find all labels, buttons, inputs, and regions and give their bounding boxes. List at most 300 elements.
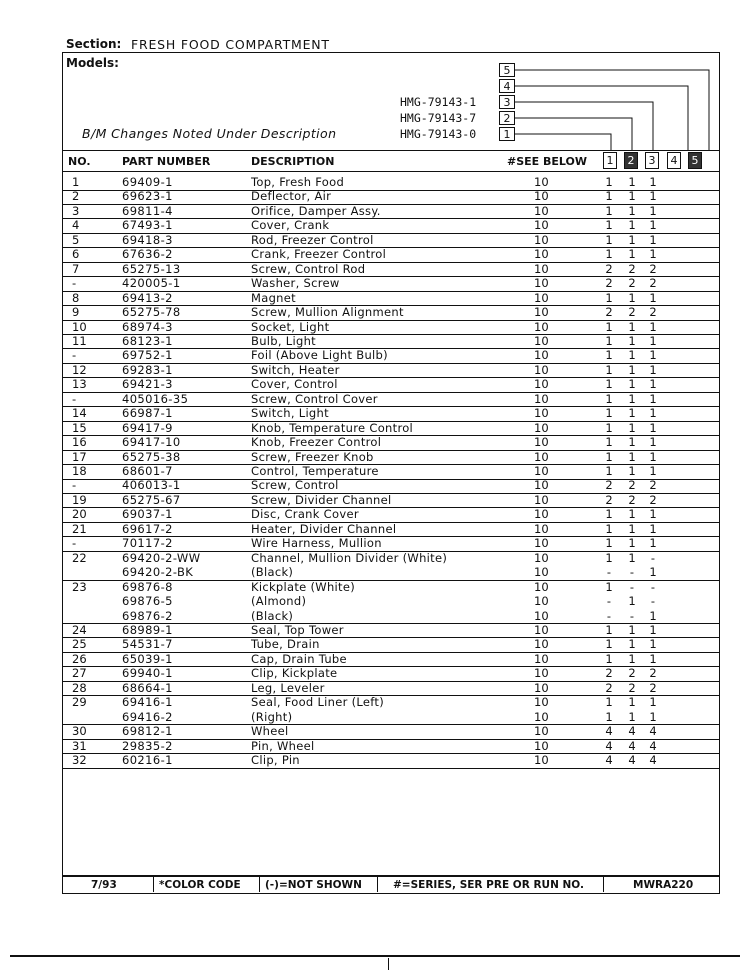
qty-model-1: 1 [605,536,613,551]
part-description: Disc, Crank Cover [251,507,359,522]
part-description: (Right) [251,709,293,724]
part-number: 69409-1 [122,175,173,189]
part-description: Wheel [251,724,289,739]
part-description: Cap, Drain Tube [251,651,347,666]
model-connector-lines [0,0,750,170]
qty-model-2: 1 [628,695,636,710]
part-description: Foil (Above Light Bulb) [251,348,388,363]
table-row [62,522,720,538]
qty-model-1: 1 [605,449,613,464]
model-name: HMG-79143-1 [400,95,477,109]
see-below-value: 10 [534,478,549,493]
part-number: 69752-1 [122,348,173,363]
column-box-1: 1 [603,152,617,169]
qty-model-3: 4 [649,753,657,767]
table-row [62,450,720,466]
qty-model-2: 1 [628,622,636,637]
part-number: 405016-35 [122,391,189,406]
qty-model-2: 1 [628,247,636,262]
qty-model-2: - [629,579,635,594]
see-below-value: 10 [534,305,549,320]
qty-model-3: 2 [649,261,657,276]
see-below-value: 10 [534,232,549,247]
qty-model-3: 1 [649,333,657,348]
header-part-number: PART NUMBER [122,155,211,168]
part-number: 69037-1 [122,507,173,522]
qty-model-1: 2 [605,680,613,695]
part-number: 65275-67 [122,492,181,507]
row-number: 1 [72,175,80,189]
table-row [62,695,720,710]
see-below-value: 10 [534,391,549,406]
part-description: Bulb, Light [251,333,316,348]
qty-model-1: - [606,565,612,580]
qty-model-1: 1 [605,709,613,724]
qty-model-3: 1 [649,521,657,536]
part-number: 68974-3 [122,319,173,334]
row-number: - [72,391,77,406]
qty-model-3: 1 [649,651,657,666]
part-description: Control, Temperature [251,464,379,478]
qty-model-3: 1 [649,608,657,623]
qty-model-1: 1 [605,622,613,637]
part-description: Clip, Kickplate [251,666,338,681]
qty-model-1: 2 [605,305,613,320]
part-number: 65039-1 [122,651,173,666]
qty-model-3: 2 [649,305,657,320]
row-number: 7 [72,261,80,276]
qty-model-1: 1 [605,247,613,262]
see-below-value: 10 [534,175,549,189]
see-below-value: 10 [534,695,549,710]
qty-model-2: 2 [628,478,636,493]
qty-model-1: 1 [605,218,613,233]
qty-model-3: 1 [649,536,657,551]
qty-model-2: 1 [628,637,636,652]
table-row [62,204,720,220]
row-number: 22 [72,550,87,565]
qty-model-3: 1 [649,435,657,450]
qty-model-2: 1 [628,348,636,363]
column-box-2: 2 [624,152,638,169]
qty-model-3: 1 [649,695,657,710]
qty-model-1: 1 [605,406,613,421]
row-number: 2 [72,189,80,204]
see-below-value: 10 [534,492,549,507]
row-number: 31 [72,738,87,753]
row-number: 11 [72,333,87,348]
qty-model-2: 1 [628,651,636,666]
table-row [62,421,720,437]
row-number: 10 [72,319,87,334]
see-below-value: 10 [534,464,549,478]
row-number: 24 [72,622,87,637]
row-number: 26 [72,651,87,666]
qty-model-1: 1 [605,189,613,204]
part-number: 406013-1 [122,478,181,493]
qty-model-1: 2 [605,276,613,291]
model-box-4: 4 [499,79,515,93]
model-box-5: 5 [499,63,515,77]
part-number: 68123-1 [122,333,173,348]
table-row [62,594,720,609]
qty-model-2: 2 [628,261,636,276]
qty-model-2: 2 [628,492,636,507]
qty-model-3: 1 [649,319,657,334]
see-below-value: 10 [534,348,549,363]
row-number: 20 [72,507,87,522]
table-row [62,233,720,249]
see-below-value: 10 [534,709,549,724]
part-description: Crank, Freezer Control [251,247,387,262]
table-row [62,348,720,364]
part-description: Tube, Drain [251,637,320,652]
qty-model-1: 1 [605,333,613,348]
row-number: 14 [72,406,87,421]
table-row [62,377,720,393]
table-row [62,753,720,769]
see-below-value: 10 [534,507,549,522]
part-number: 65275-38 [122,449,181,464]
part-description: Screw, Divider Channel [251,492,392,507]
qty-model-1: 1 [605,637,613,652]
qty-model-3: 1 [649,362,657,377]
qty-model-1: 1 [605,435,613,450]
row-number: 16 [72,435,87,450]
table-row [62,392,720,408]
qty-model-3: 1 [649,464,657,478]
part-description: Knob, Temperature Control [251,420,414,435]
row-number: 25 [72,637,87,652]
qty-model-3: 1 [649,449,657,464]
part-number: 69420-2-WW [122,550,201,565]
row-number: 3 [72,203,80,218]
qty-model-2: 1 [628,435,636,450]
see-below-value: 10 [534,565,549,580]
qty-model-3: 1 [649,348,657,363]
part-number: 69417-9 [122,420,173,435]
header-description: DESCRIPTION [251,155,335,168]
part-number: 69876-5 [122,594,173,609]
row-number: 5 [72,232,80,247]
table-row [62,334,720,350]
see-below-value: 10 [534,261,549,276]
part-number: 68989-1 [122,622,173,637]
qty-model-2: 1 [628,391,636,406]
table-row [62,580,720,595]
part-description: (Black) [251,608,294,623]
qty-model-3: - [650,550,656,565]
qty-model-2: 1 [628,709,636,724]
row-number: 32 [72,753,87,767]
qty-model-1: 1 [605,391,613,406]
table-row [62,363,720,379]
part-description: Switch, Light [251,406,329,421]
part-number: 68664-1 [122,680,173,695]
qty-model-2: 1 [628,290,636,305]
part-number: 65275-78 [122,305,181,320]
table-row [62,507,720,523]
part-number: 69418-3 [122,232,173,247]
model-box-1: 1 [499,127,515,141]
qty-model-3: 1 [649,189,657,204]
see-below-value: 10 [534,377,549,392]
row-number: 21 [72,521,87,536]
qty-model-3: 1 [649,232,657,247]
qty-model-3: 2 [649,276,657,291]
part-description: Deflector, Air [251,189,332,204]
qty-model-2: 4 [628,724,636,739]
row-number: 27 [72,666,87,681]
row-number: 28 [72,680,87,695]
qty-model-2: 1 [628,218,636,233]
qty-model-2: 1 [628,319,636,334]
table-row [62,565,720,581]
part-description: Leg, Leveler [251,680,325,695]
qty-model-2: 1 [628,536,636,551]
qty-model-1: 1 [605,348,613,363]
qty-model-1: - [606,594,612,609]
qty-model-3: 1 [649,420,657,435]
row-number: 13 [72,377,87,392]
table-row [62,175,720,191]
table-row [62,189,720,205]
qty-model-3: 1 [649,247,657,262]
see-below-value: 10 [534,276,549,291]
see-below-value: 10 [534,550,549,565]
part-description: Screw, Mullion Alignment [251,305,404,320]
qty-model-2: 1 [628,406,636,421]
row-number: 30 [72,724,87,739]
qty-model-2: 1 [628,594,636,609]
qty-model-1: 1 [605,507,613,522]
table-row [62,320,720,336]
part-description: Pin, Wheel [251,738,315,753]
row-number: 19 [72,492,87,507]
qty-model-1: 1 [605,232,613,247]
part-description: Heater, Divider Channel [251,521,397,536]
qty-model-3: 2 [649,492,657,507]
part-description: Cover, Crank [251,218,330,233]
qty-model-1: 1 [605,579,613,594]
column-box-3: 3 [645,152,659,169]
section-title: FRESH FOOD COMPARTMENT [131,37,330,52]
row-number: 29 [72,695,87,710]
qty-model-1: 1 [605,362,613,377]
table-row [62,739,720,755]
see-below-value: 10 [534,247,549,262]
part-description: Washer, Screw [251,276,340,291]
see-below-value: 10 [534,637,549,652]
qty-model-1: 1 [605,175,613,189]
see-below-value: 10 [534,680,549,695]
row-number: 8 [72,290,80,305]
column-box-5: 5 [688,152,702,169]
page-bottom-tick [388,958,389,970]
qty-model-3: - [650,579,656,594]
column-box-4: 4 [667,152,681,169]
qty-model-2: 1 [628,420,636,435]
qty-model-3: 1 [649,175,657,189]
part-description: Knob, Freezer Control [251,435,382,450]
see-below-value: 10 [534,724,549,739]
model-name: HMG-79143-0 [400,127,477,141]
see-below-value: 10 [534,290,549,305]
qty-model-2: 1 [628,449,636,464]
qty-model-2: 1 [628,507,636,522]
qty-model-3: 1 [649,622,657,637]
header-see-below: #SEE BELOW [507,155,587,168]
qty-model-2: 1 [628,203,636,218]
qty-model-3: 1 [649,507,657,522]
table-row [62,493,720,509]
part-number: 67636-2 [122,247,173,262]
part-number: 29835-2 [122,738,173,753]
row-number: - [72,478,77,493]
qty-model-1: 4 [605,738,613,753]
qty-model-2: 1 [628,175,636,189]
see-below-value: 10 [534,666,549,681]
part-description: Screw, Control [251,478,339,493]
row-number: 17 [72,449,87,464]
qty-model-2: 4 [628,738,636,753]
row-number: - [72,536,77,551]
table-row [62,291,720,307]
part-number: 67493-1 [122,218,173,233]
footer-doc-code: MWRA220 [633,879,694,891]
qty-model-2: 1 [628,232,636,247]
qty-model-2: 1 [628,362,636,377]
table-row [62,247,720,263]
qty-model-2: 2 [628,680,636,695]
part-number: 69876-2 [122,608,173,623]
part-description: (Almond) [251,594,307,609]
qty-model-1: 2 [605,261,613,276]
part-description: (Black) [251,565,294,580]
row-number: 9 [72,305,80,320]
row-number: 6 [72,247,80,262]
part-description: Top, Fresh Food [251,175,345,189]
footer-color-code: *COLOR CODE [159,879,241,891]
table-row [62,464,720,480]
part-number: 70117-2 [122,536,173,551]
part-description: Magnet [251,290,296,305]
see-below-value: 10 [534,406,549,421]
qty-model-3: 4 [649,738,657,753]
table-row [62,276,720,292]
part-number: 66987-1 [122,406,173,421]
part-description: Screw, Freezer Knob [251,449,374,464]
footer-series-note: #=SERIES, SER PRE OR RUN NO. [393,879,584,891]
qty-model-2: - [629,565,635,580]
part-description: Rod, Freezer Control [251,232,374,247]
see-below-value: 10 [534,536,549,551]
see-below-value: 10 [534,420,549,435]
model-box-3: 3 [499,95,515,109]
qty-model-1: 1 [605,521,613,536]
table-row [62,681,720,697]
qty-model-3: 4 [649,724,657,739]
row-number: 15 [72,420,87,435]
table-row [62,435,720,451]
qty-model-2: 4 [628,753,636,767]
qty-model-2: 1 [628,521,636,536]
part-number: 69940-1 [122,666,173,681]
qty-model-1: 4 [605,724,613,739]
row-number: - [72,276,77,291]
see-below-value: 10 [534,608,549,623]
model-box-2: 2 [499,111,515,125]
qty-model-1: 2 [605,492,613,507]
table-row [62,637,720,653]
part-number: 69420-2-BK [122,565,194,580]
qty-model-3: 1 [649,391,657,406]
qty-model-1: 1 [605,420,613,435]
part-description: Orifice, Damper Assy. [251,203,381,218]
part-description: Screw, Control Cover [251,391,378,406]
qty-model-1: 1 [605,550,613,565]
qty-model-1: 1 [605,319,613,334]
section-label: Section: [66,37,122,51]
see-below-value: 10 [534,521,549,536]
row-number: 4 [72,218,80,233]
row-number: 12 [72,362,87,377]
qty-model-1: 1 [605,464,613,478]
part-number: 420005-1 [122,276,181,291]
footer-bar [62,876,720,894]
part-description: Screw, Control Rod [251,261,366,276]
part-description: Wire Harness, Mullion [251,536,382,551]
table-row [62,536,720,552]
qty-model-3: 2 [649,666,657,681]
part-number: 69623-1 [122,189,173,204]
part-description: Seal, Top Tower [251,622,344,637]
table-row [62,478,720,494]
see-below-value: 10 [534,319,549,334]
qty-model-2: 2 [628,666,636,681]
table-row [62,652,720,668]
qty-model-1: 1 [605,695,613,710]
qty-model-2: 1 [628,333,636,348]
qty-model-3: 2 [649,478,657,493]
part-number: 69417-10 [122,435,181,450]
part-number: 69416-1 [122,695,173,710]
see-below-value: 10 [534,449,549,464]
see-below-value: 10 [534,594,549,609]
part-number: 69421-3 [122,377,173,392]
qty-model-1: 1 [605,290,613,305]
model-name: HMG-79143-7 [400,111,477,125]
table-row [62,406,720,422]
qty-model-1: 1 [605,651,613,666]
footer-date: 7/93 [91,879,117,891]
qty-model-3: 1 [649,637,657,652]
qty-model-3: - [650,594,656,609]
table-row [62,666,720,682]
part-description: Kickplate (White) [251,579,356,594]
part-number: 69617-2 [122,521,173,536]
qty-model-3: 2 [649,680,657,695]
qty-model-1: 2 [605,666,613,681]
header-no: NO. [68,155,91,168]
see-below-value: 10 [534,651,549,666]
qty-model-1: 1 [605,203,613,218]
see-below-value: 10 [534,333,549,348]
part-number: 69413-2 [122,290,173,305]
models-label: Models: [66,56,119,70]
qty-model-2: 2 [628,276,636,291]
part-description: Channel, Mullion Divider (White) [251,550,448,565]
